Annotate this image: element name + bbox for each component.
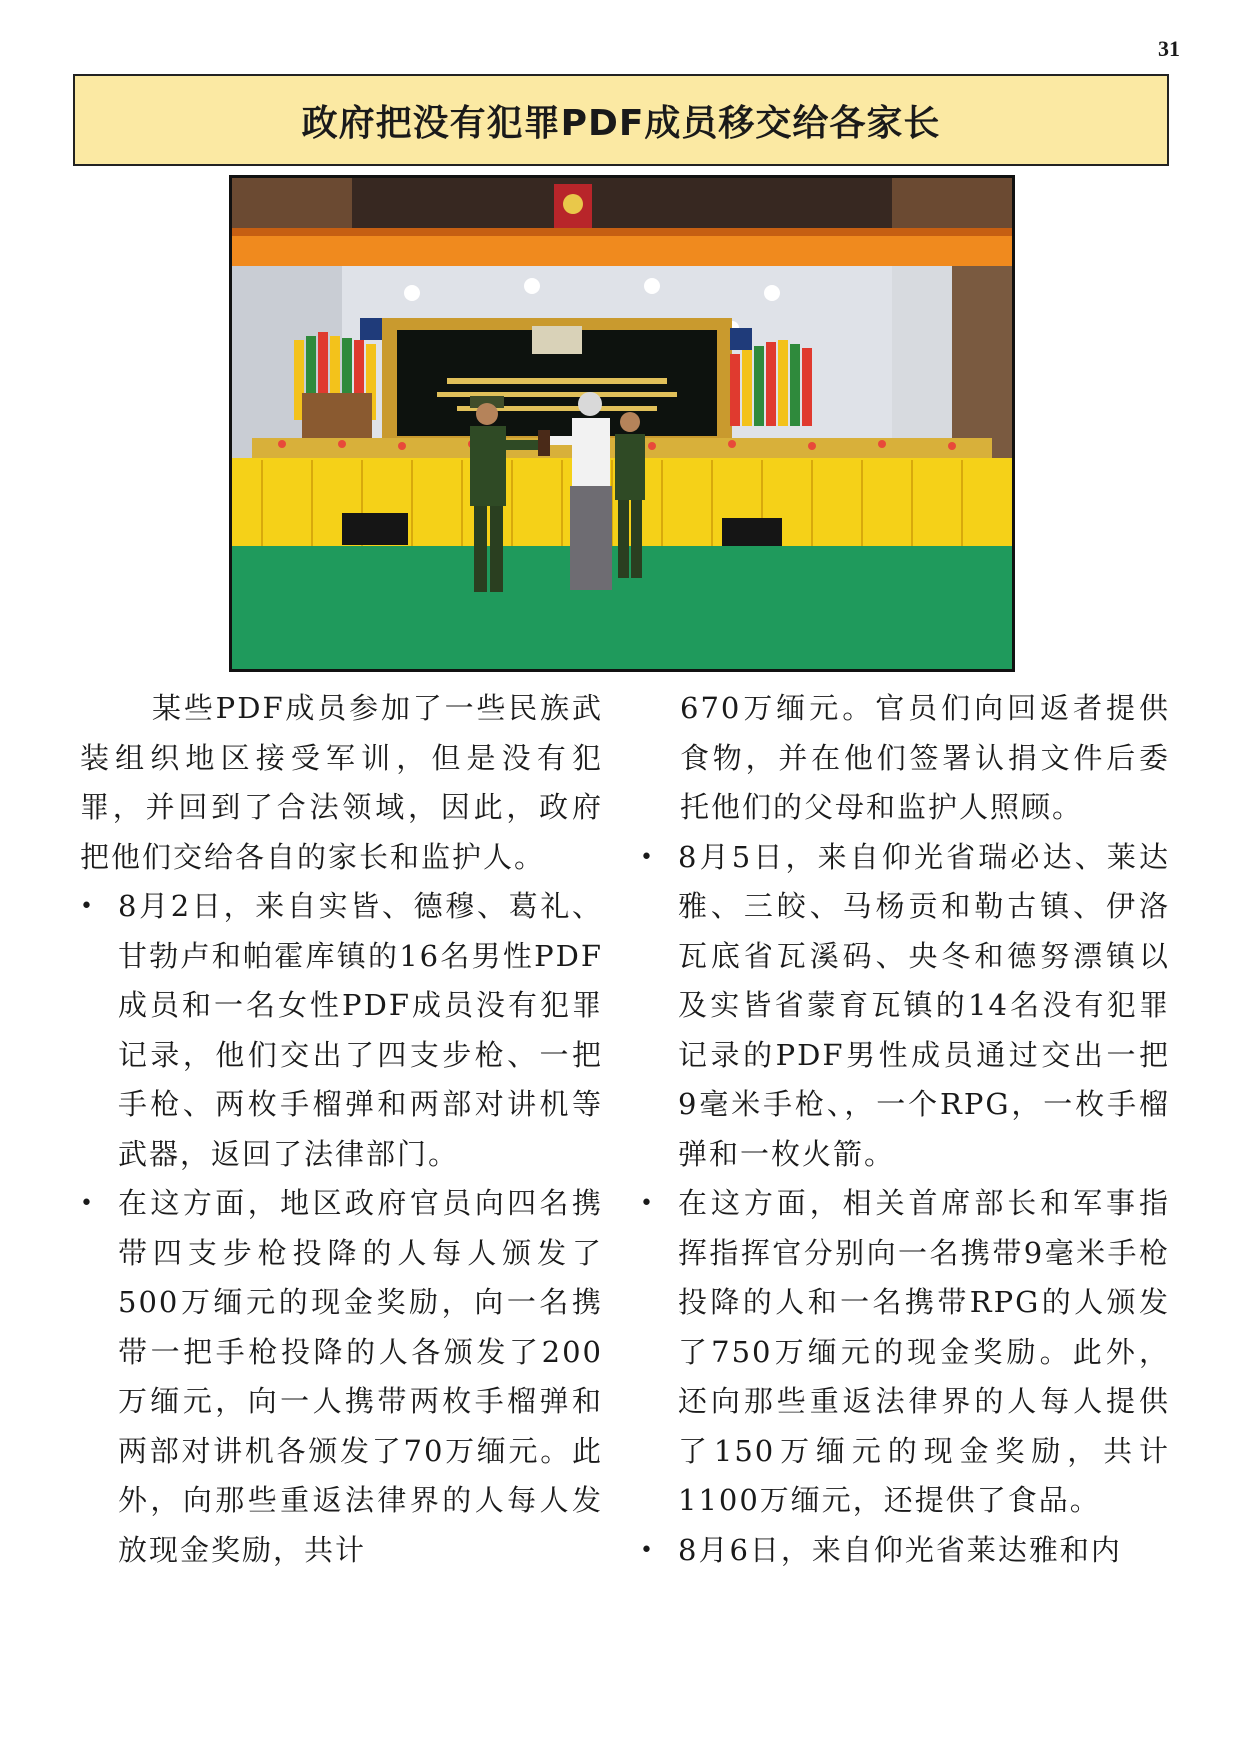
list-item: • 8月2日，来自实皆、德穆、葛礼、甘勃卢和帕霍库镇的16名男性PDF成员和一名女性PDF成员没有犯罪记录，他们交出了四支步枪、一把手枪、两枚手榴弹和两部对讲机等武器，返回了法律部门。 [80,882,603,1179]
page-number: 31 [1158,36,1180,61]
left-bullet-list [80,882,603,1575]
title-banner [73,74,1169,166]
list-item: • 8月6日，来自仰光省莱达雅和内 [640,1526,1170,1576]
right-bullet-list [640,833,1170,1576]
page-title: 政府把没有犯罪PDF成员移交给各家长 [301,102,941,144]
list-item: • 在这方面，地区政府官员向四名携带四支步枪投降的人每人颁发了500万缅元的现金奖励，向一名携带一把手枪投降的人各颁发了200万缅元，向一人携带两枚手榴弹和两部对讲机各颁发了70万缅元。此外，向那些重返法律界的人每人发放现金奖励，共计 [80,1179,603,1575]
continued-paragraph: 670万缅元。官员们向回返者提供食物，并在他们签署认捐文件后委托他们的父母和监护人照顾。 [680,691,1170,824]
intro-paragraph: 某些PDF成员参加了一些民族武装组织地区接受军训，但是没有犯罪，并回到了合法领域，因此，政府把他们交给各自的家长和监护人。 [80,691,603,874]
ceremony-photo [229,175,1015,672]
list-item: • 在这方面，相关首席部长和军事指挥指挥官分别向一名携带9毫米手枪投降的人和一名携带RPG的人颁发了750万缅元的现金奖励。此外，还向那些重返法律界的人每人提供了150万缅元的现金奖励，共计1100万缅元，还提供了食品。 [640,1179,1170,1526]
left-column [80,684,603,1575]
list-item: • 8月5日，来自仰光省瑞必达、莱达雅、三皎、马杨贡和勒古镇、伊洛瓦底省瓦溪码、央冬和德努漂镇以及实皆省蒙育瓦镇的14名没有犯罪记录的PDF男性成员通过交出一把9毫米手枪、，一个RPG，一枚手榴弹和一枚火箭。 [640,833,1170,1180]
right-column [640,684,1170,1575]
